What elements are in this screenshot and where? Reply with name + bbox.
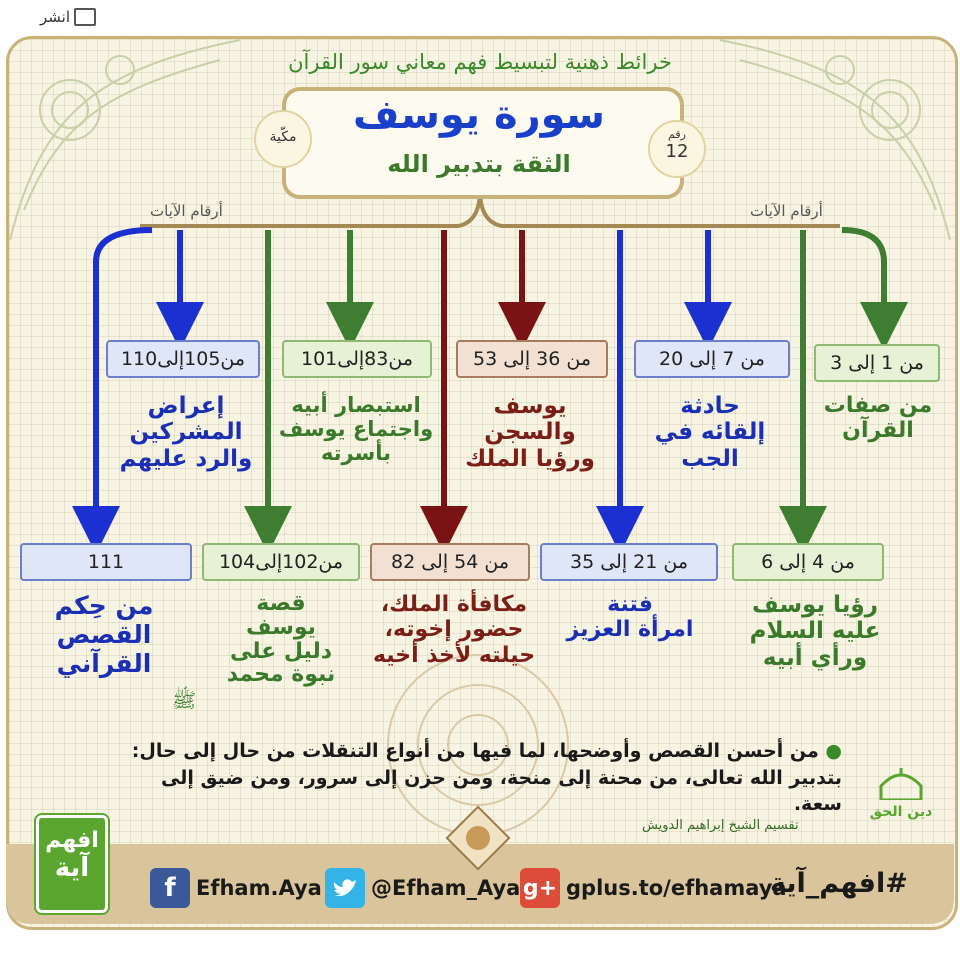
logo-line-1: افهم: [45, 828, 99, 853]
connector-1-3: [842, 230, 884, 326]
desc-line: من حِكم: [54, 591, 154, 620]
desc-line: استبصار أبيه: [291, 393, 421, 417]
desc-line: عليه السلام: [749, 618, 881, 645]
section-desc-7-20: [620, 393, 800, 472]
range-node-111: 111: [20, 543, 192, 581]
desc-line: ورأي أبيه: [762, 644, 868, 671]
range-node-102-104: من102إلى104: [202, 543, 360, 581]
desc-line: من صفات: [823, 393, 933, 418]
hashtag[interactable]: #افهم_آية: [770, 868, 908, 899]
section-desc-4-6: [730, 592, 900, 671]
section-desc-54-82: [356, 592, 552, 668]
desc-line: القصص: [56, 619, 152, 649]
desc-line: حادثة: [680, 393, 740, 419]
surah-type: مكّية: [269, 129, 297, 145]
verses-label-left: أرقام الآيات: [150, 202, 223, 220]
surah-number: 12: [665, 141, 689, 162]
twitter-icon: [325, 868, 365, 908]
summary-text: [122, 738, 842, 818]
bullet-icon: ●: [825, 740, 842, 762]
range-node-7-20: من 7 إلى 20: [634, 340, 790, 378]
desc-line: حضور إخوته،: [384, 617, 524, 643]
desc-line: المشركين: [129, 419, 243, 446]
desc-line: القرآني: [56, 648, 152, 678]
honorific-icon: ﷺ: [172, 688, 197, 712]
surah-theme: الثقة بتدبير الله: [387, 150, 571, 178]
summary-line-2: بتدبير الله تعالى، من محنة إلى منحة، ومن حزن إلى سرور، ومن ضيق إلى سعة.: [160, 766, 842, 816]
din-alhaq-label: دين الحق: [869, 804, 933, 820]
section-desc-36-53: [436, 393, 624, 472]
range-node-21-35: من 21 إلى 35: [540, 543, 718, 581]
gplus-handle: gplus.to/efhamaya: [566, 876, 787, 900]
desc-line: قصة: [256, 591, 306, 616]
desc-line: القرآن: [842, 418, 914, 444]
desc-line: الجب: [681, 445, 739, 472]
desc-line: فتنة: [607, 592, 653, 617]
section-desc-21-35: [540, 592, 720, 643]
logo-line-2: آية: [54, 853, 90, 883]
desc-line: يوسف: [493, 393, 567, 419]
summary-line-1: [122, 738, 842, 765]
range-node-54-82: من 54 إلى 82: [370, 543, 530, 581]
desc-line: يوسف: [246, 614, 316, 640]
facebook-icon: f: [150, 868, 190, 908]
desc-line: نبوة محمد: [226, 662, 336, 688]
desc-line: إلقائه في: [654, 419, 766, 446]
twitter-link[interactable]: [325, 868, 520, 908]
efham-aya-logo: [36, 815, 108, 913]
range-node-36-53: من 36 إلى 53: [456, 340, 608, 378]
desc-line: رؤيا يوسف: [752, 592, 878, 618]
range-node-83-101: من83إلى101: [282, 340, 432, 378]
desc-line: مكافأة الملك،: [380, 592, 528, 617]
range-node-105-110: من105إلى110: [106, 340, 260, 378]
desc-line: امرأة العزيز: [566, 617, 694, 643]
range-node-1-3: من 1 إلى 3: [814, 344, 940, 382]
facebook-link[interactable]: [150, 868, 322, 908]
section-desc-111: [24, 592, 184, 678]
connector-111: [96, 230, 152, 530]
din-alhaq-logo: [866, 766, 936, 820]
desc-line: بأسرته: [320, 441, 392, 466]
desc-line: والسجن: [484, 419, 576, 446]
summary-line-1-text: من أحسن القصص وأوضحها، لما فيها من أنواع التنقلات من حال إلى حال:: [131, 740, 819, 762]
section-desc-83-101: [262, 393, 450, 465]
gplus-icon: g+: [520, 868, 560, 908]
desc-line: إعراض: [147, 393, 225, 419]
range-node-4-6: من 4 إلى 6: [732, 543, 884, 581]
gplus-link[interactable]: [520, 868, 787, 908]
mosque-icon: [876, 766, 926, 800]
desc-line: واجتماع يوسف: [278, 417, 434, 442]
facebook-handle: Efham.Aya: [196, 876, 322, 900]
section-desc-102-104: [208, 592, 354, 687]
share-label: انشر: [40, 8, 70, 26]
desc-line: دليل على: [229, 638, 333, 664]
section-desc-1-3: [800, 393, 956, 444]
twitter-handle: @Efham_Aya: [371, 876, 521, 900]
surah-name: سورة يوسف: [352, 92, 606, 138]
desc-line: والرد عليهم: [119, 445, 253, 472]
desc-line: حيلته لأخذ أخيه: [372, 642, 536, 668]
subtitle: خرائط ذهنية لتبسيط فهم معاني سور القرآن: [288, 50, 672, 74]
credit: تقسيم الشيخ إبراهيم الدويش: [642, 818, 799, 833]
surah-number-label: رقم: [668, 128, 686, 141]
desc-line: ورؤيا الملك: [465, 445, 595, 472]
section-desc-105-110: [100, 393, 272, 472]
verses-label-right: أرقام الآيات: [750, 202, 823, 220]
